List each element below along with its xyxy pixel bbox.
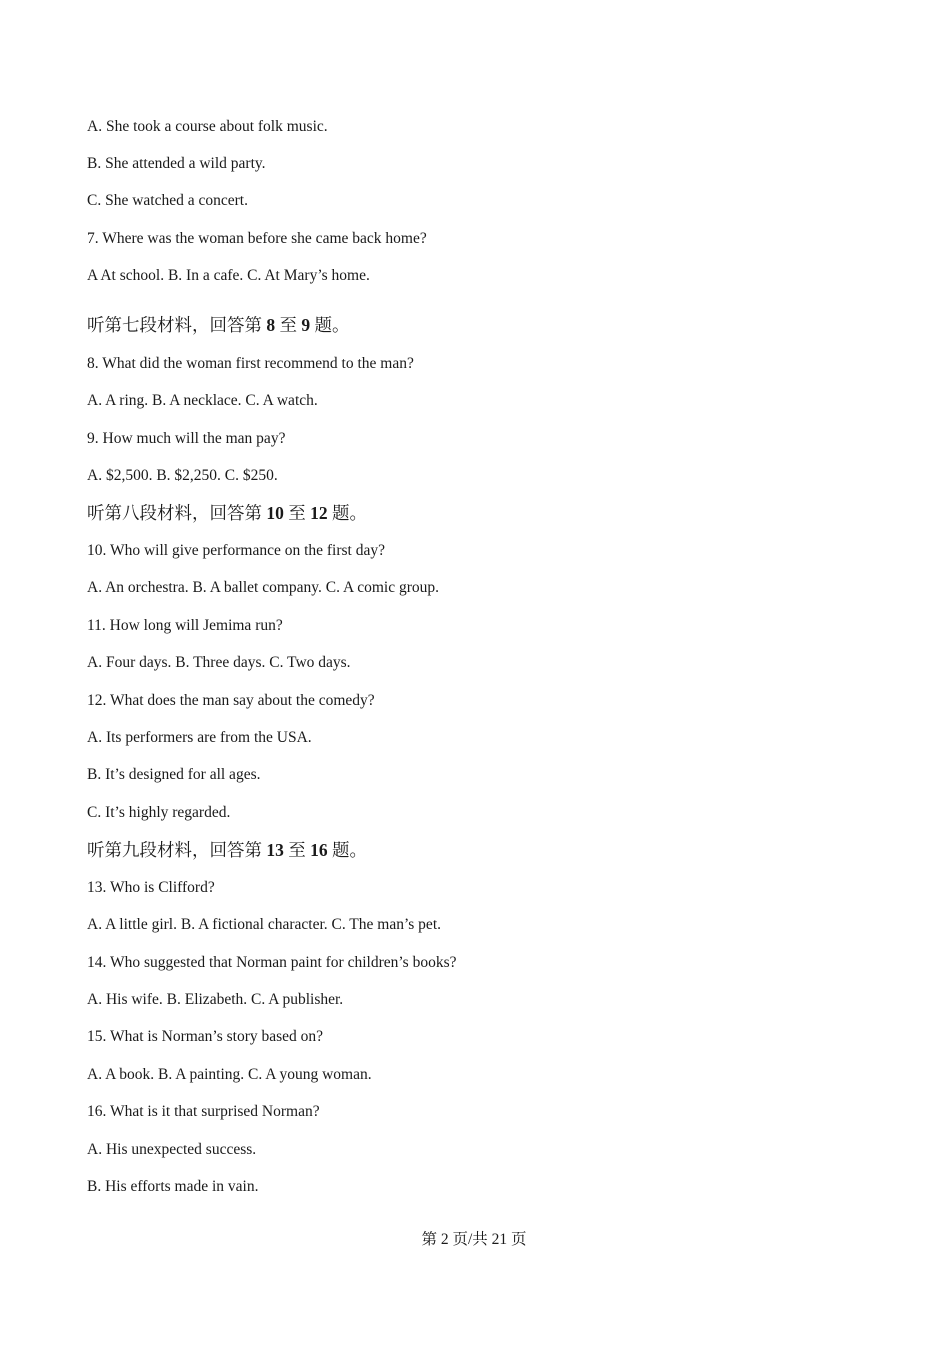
section-9-suffix: 题。 — [327, 840, 367, 860]
question-10: 10. Who will give performance on the first day? — [87, 542, 385, 559]
question-14: 14. Who suggested that Norman paint for children’s books? — [87, 954, 457, 971]
question-15: 15. What is Norman’s story based on? — [87, 1028, 324, 1045]
section-9-mid: 至 — [283, 840, 311, 860]
section-8-to: 12 — [310, 503, 328, 523]
question-14-options: A. His wife. B. Elizabeth. C. A publisher. — [87, 991, 344, 1008]
question-16: 16. What is it that surprised Norman? — [87, 1103, 320, 1120]
section-7-heading — [87, 314, 350, 336]
section-7-from: 8 — [266, 315, 276, 335]
question-7-options: A At school. B. In a cafe. C. At Mary’s home. — [87, 267, 370, 284]
section-9-from: 13 — [266, 840, 284, 860]
q12-option-a: A. Its performers are from the USA. — [87, 729, 312, 746]
q16-option-a: A. His unexpected success. — [87, 1141, 257, 1158]
question-8-options: A. A ring. B. A necklace. C. A watch. — [87, 392, 318, 409]
question-12: 12. What does the man say about the comedy? — [87, 692, 375, 709]
section-7-suffix: 题。 — [310, 315, 350, 335]
section-7-prefix: 听第七段材料，回答第 — [87, 315, 267, 335]
question-11: 11. How long will Jemima run? — [87, 617, 283, 634]
q6-option-b: B. She attended a wild party. — [87, 155, 266, 172]
section-9-prefix: 听第九段材料，回答第 — [87, 840, 267, 860]
page-footer — [0, 1230, 950, 1250]
section-9-to: 16 — [310, 840, 328, 860]
question-10-options: A. An orchestra. B. A ballet company. C. A comic group. — [87, 579, 439, 596]
section-8-suffix: 题。 — [327, 503, 367, 523]
q12-option-c: C. It’s highly regarded. — [87, 804, 231, 821]
question-13-options: A. A little girl. B. A fictional character. C. The man’s pet. — [87, 916, 441, 933]
question-7: 7. Where was the woman before she came back home? — [87, 230, 427, 247]
question-9-options: A. $2,500. B. $2,250. C. $250. — [87, 467, 278, 484]
section-8-heading — [87, 502, 367, 524]
q6-option-a: A. She took a course about folk music. — [87, 118, 328, 135]
section-8-from: 10 — [266, 503, 284, 523]
question-8: 8. What did the woman first recommend to the man? — [87, 355, 414, 372]
section-7-to: 9 — [301, 315, 311, 335]
section-8-mid: 至 — [283, 503, 311, 523]
question-15-options: A. A book. B. A painting. C. A young woman. — [87, 1066, 372, 1083]
q16-option-b: B. His efforts made in vain. — [87, 1178, 259, 1195]
question-9: 9. How much will the man pay? — [87, 430, 286, 447]
section-7-mid: 至 — [275, 315, 302, 335]
question-13: 13. Who is Clifford? — [87, 879, 215, 896]
section-8-prefix: 听第八段材料，回答第 — [87, 503, 267, 523]
q12-option-b: B. It’s designed for all ages. — [87, 766, 261, 783]
q6-option-c: C. She watched a concert. — [87, 192, 248, 209]
question-11-options: A. Four days. B. Three days. C. Two days. — [87, 654, 351, 671]
section-9-heading — [87, 839, 367, 861]
page-number-label: 第 2 页/共 21 页 — [421, 1231, 527, 1248]
